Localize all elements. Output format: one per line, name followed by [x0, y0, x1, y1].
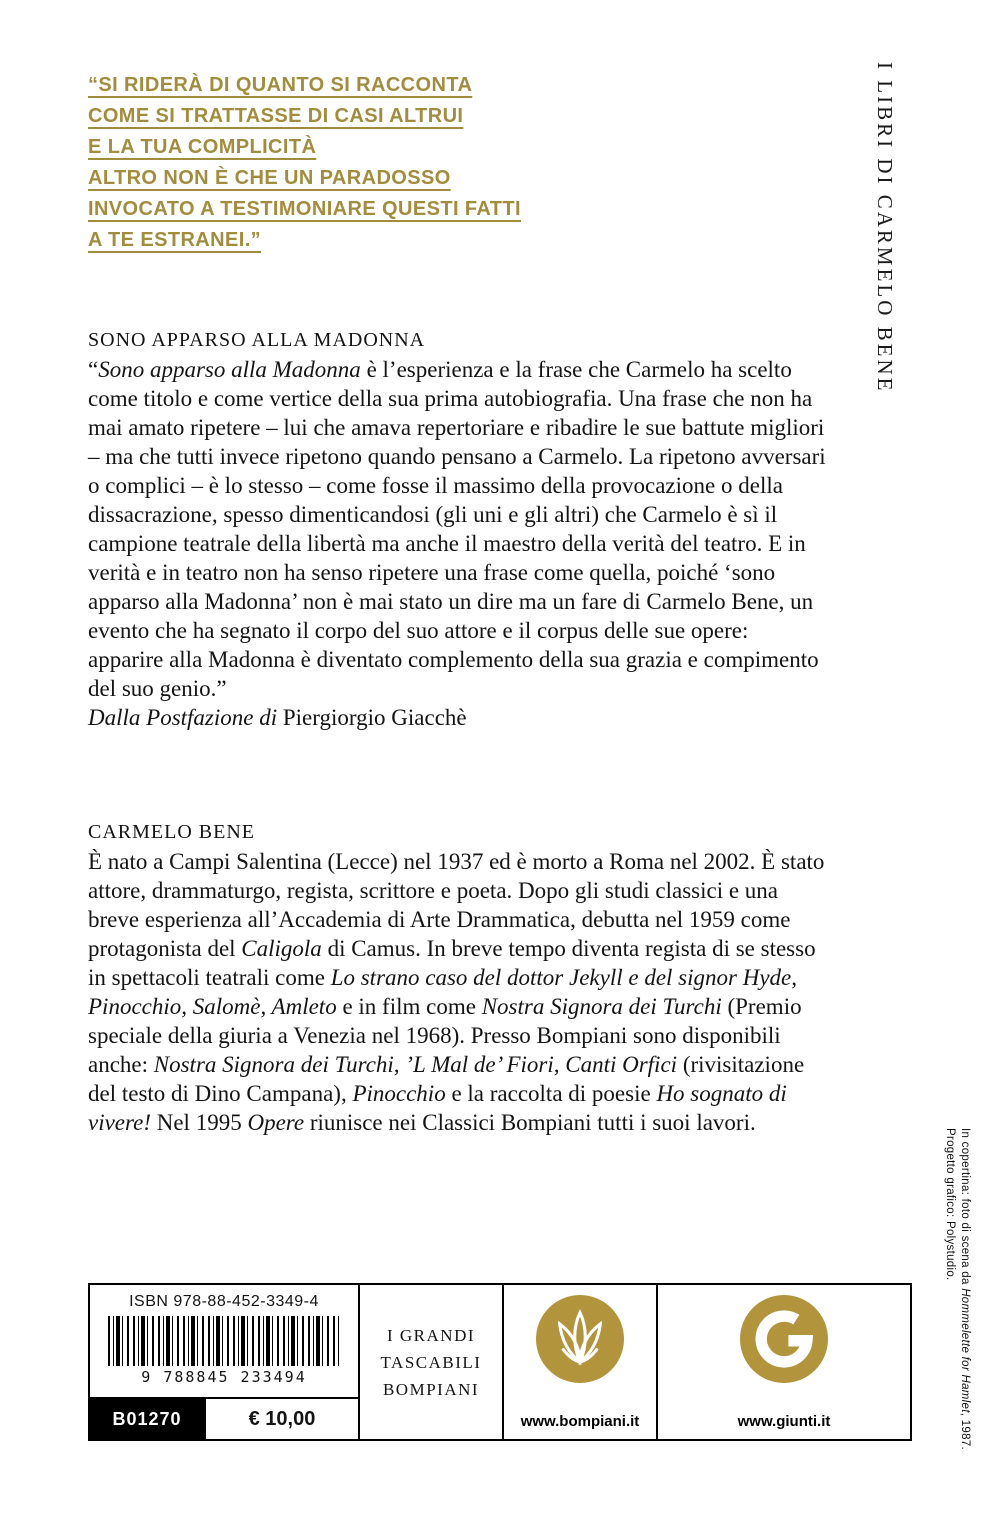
edition-code: B01270: [112, 1408, 182, 1429]
series-line: I GRANDI: [386, 1325, 476, 1345]
synopsis-paragraph: “Sono apparso alla Madonna è l’esperienza e la frase che Carmelo ha scelto come titolo e come vertice della sua prima autobiografia. Una frase che non ha mai amato ripetere – lui che amava repertoriare e ribadire le sue battute migliori – ma che tutti invece ripetono quando pensano a Carmelo. La ripetono avversari o complici – è lo stesso – come fosse il massimo della provocazione o della dissacrazione, spesso dimenticandosi (gli uni e gli altri) che Carmelo è sì il campione teatrale della libertà ma anche il maestro della verità del teatro. E in verità e in teatro non ha senso ripetere una frase come quella, poiché ‘sono apparso alla Madonna’ non è mai stato un dire ma un fare di Carmelo Bene, un evento che ha segnato il corpo del suo attore e il corpus delle sue opere: apparire alla Madonna è diventato complemento della sua grazia e compimento del suo genio.”: [88, 357, 826, 701]
quote-line: “SI RIDERÀ DI QUANTO SI RACCONTA: [88, 74, 473, 96]
series-box: [358, 1283, 504, 1441]
giunti-logo-icon: [740, 1295, 828, 1383]
edition-code-box: [88, 1397, 206, 1441]
giunti-box: [656, 1283, 912, 1441]
bio-section: [88, 818, 826, 1137]
bio-paragraph: È nato a Campi Salentina (Lecce) nel 1937 ed è morto a Roma nel 2002. È stato attore, drammaturgo, regista, scrittore e poeta. Dopo gli studi classici e una breve esperienza all’Accademia di Arte Drammatica, debutta nel 1959 come protagonista del Caligola di Camus. In breve tempo diventa regista di se stesso in spettacoli teatrali come Lo strano caso del dottor Jekyll e del signor Hyde, Pinocchio, Salomè, Amleto e in film come Nostra Signora dei Turchi (Premio speciale della giuria a Venezia nel 1968). Presso Bompiani sono disponibili anche: Nostra Signora dei Turchi, ’L Mal de’ Fiori, Canti Orfici (rivisitazione del testo di Dino Campana), Pinocchio e la raccolta di poesie Ho sognato di vivere! Nel 1995 Opere riunisce nei Classici Bompiani tutti i suoi lavori.: [88, 849, 825, 1135]
bompiani-logo-icon: [536, 1295, 624, 1383]
cover-credits: In copertina: foto di scena da Hommelette for Hamlet, 1987. Progetto grafico: Polystudio.: [944, 1128, 971, 1450]
barcode-digits: 9 788845 233494: [141, 1368, 307, 1386]
series-line: BOMPIANI: [382, 1379, 480, 1399]
giunti-url: www.giunti.it: [737, 1413, 831, 1430]
isbn-label: ISBN 978-88-452-3349-4: [129, 1293, 319, 1310]
series-line: TASCABILI: [380, 1352, 482, 1372]
bio-heading: CARMELO BENE: [88, 821, 255, 843]
quote-line: ALTRO NON È CHE UN PARADOSSO: [88, 167, 451, 189]
barcode: [108, 1316, 340, 1366]
spine-series-title: I LIBRI DI CARMELO BENE: [873, 62, 897, 394]
barcode-box: [88, 1283, 360, 1399]
footer-grid: [88, 1283, 912, 1441]
price-box: [204, 1397, 360, 1441]
synopsis-heading: SONO APPARSO ALLA MADONNA: [88, 329, 426, 351]
price: € 10,00: [248, 1407, 316, 1430]
quote-line: COME SI TRATTASSE DI CASI ALTRUI: [88, 105, 464, 127]
quote-line: INVOCATO A TESTIMONIARE QUESTI FATTI: [88, 198, 521, 220]
bompiani-box: [502, 1283, 658, 1441]
synopsis-attribution: Dalla Postfazione di Piergiorgio Giacchè: [88, 705, 467, 730]
quote-line: A TE ESTRANEI.”: [88, 229, 262, 251]
bompiani-url: www.bompiani.it: [520, 1413, 640, 1430]
synopsis-section: [88, 326, 826, 732]
top-quote: [88, 70, 521, 256]
quote-line: E LA TUA COMPLICITÀ: [88, 136, 317, 158]
